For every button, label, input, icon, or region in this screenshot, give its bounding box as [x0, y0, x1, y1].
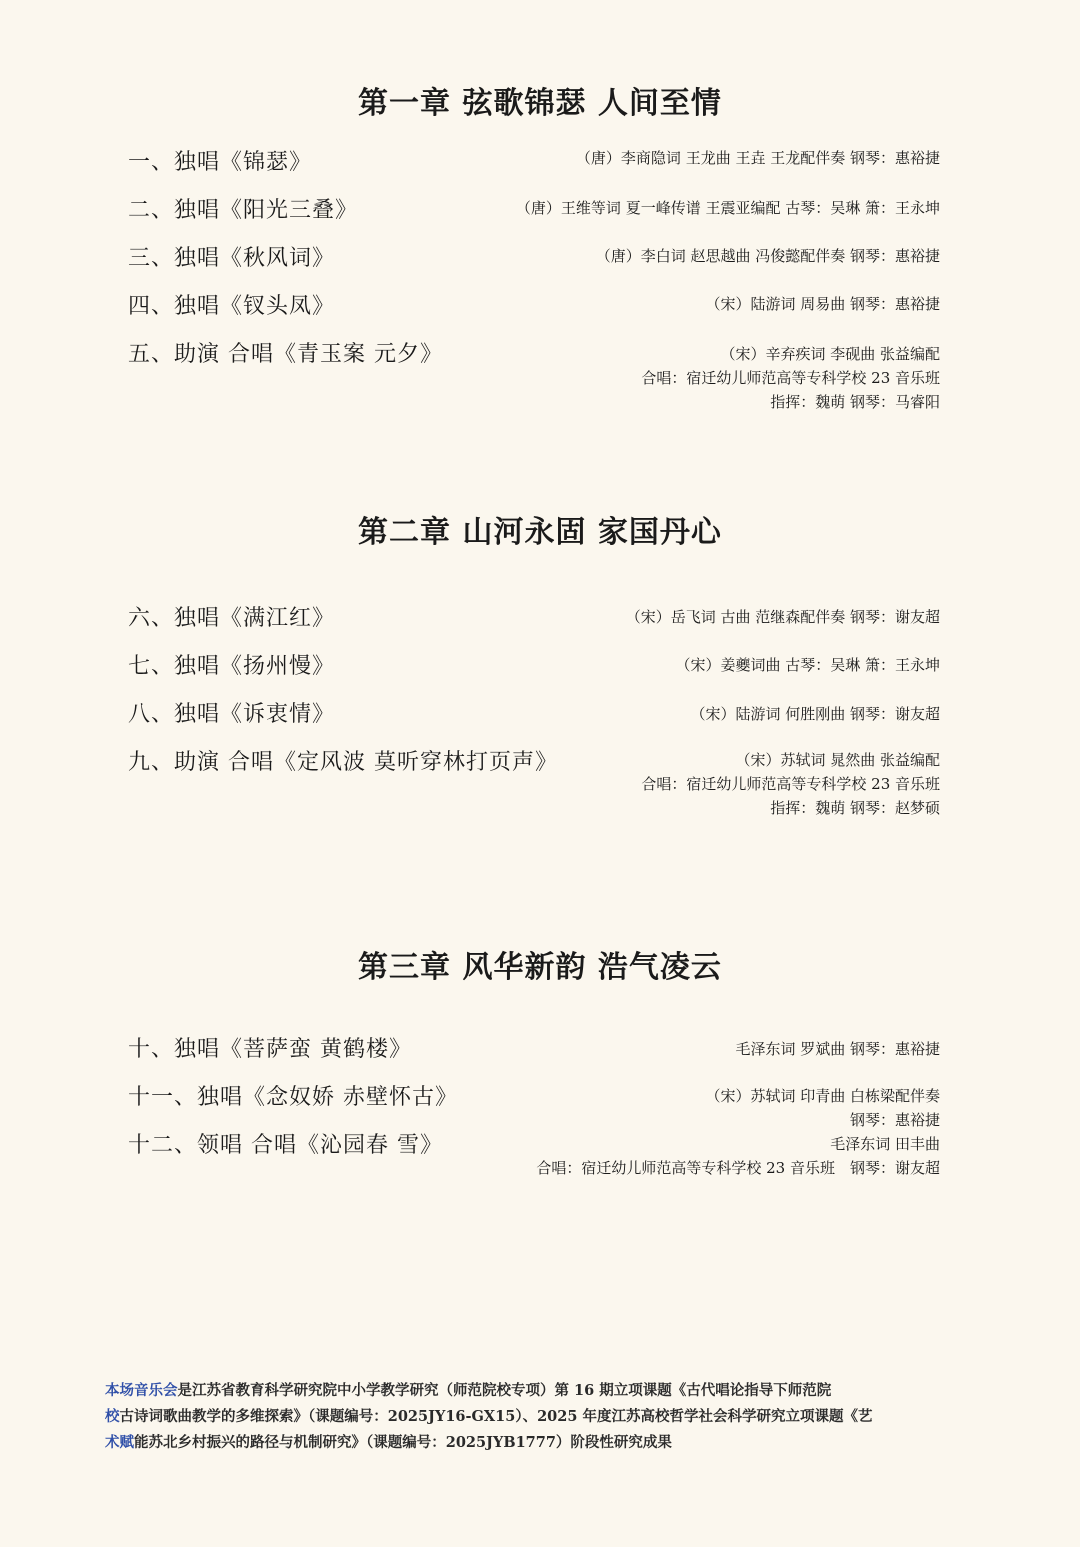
research-footnote	[105, 1378, 945, 1456]
program-item-10-title: 十、独唱《菩萨蛮 黄鹤楼》	[128, 1037, 412, 1062]
credit-line: 毛泽东词 田丰曲	[830, 1135, 940, 1153]
program-item-9-credit	[641, 748, 940, 820]
program-item-11-credit	[705, 1084, 940, 1132]
credit-line: （唐）王维等词 夏一峰传谱 王震亚编配 古琴：吴琳 箫：王永坤	[515, 199, 940, 217]
credit-line: （唐）李白词 赵思越曲 冯俊懿配伴奏 钢琴：惠裕捷	[595, 247, 940, 265]
program-item-8-title: 八、独唱《诉衷情》	[128, 702, 336, 727]
chapter-3-title: 第三章 风华新韵 浩气凌云	[358, 950, 722, 985]
credit-line: （宋）辛弃疾词 李砚曲 张益编配	[720, 345, 940, 363]
chapter-2-title: 第二章 山河永固 家国丹心	[358, 515, 722, 550]
credit-line: 合唱：宿迁幼儿师范高等专科学校 23 音乐班	[641, 369, 940, 387]
program-item-4-title: 四、独唱《钗头凤》	[128, 294, 336, 319]
credit-line: （宋）陆游词 周易曲 钢琴：惠裕捷	[705, 295, 940, 313]
credit-line: 指挥：魏萌 钢琴：马睿阳	[770, 393, 940, 411]
program-item-2-title: 二、独唱《阳光三叠》	[128, 198, 359, 223]
credit-line: （宋）苏轼词 印青曲 白栋梁配伴奏	[705, 1087, 940, 1105]
footnote-line-2	[105, 1404, 945, 1430]
program-item-9-title: 九、助演 合唱《定风波 莫听穿林打页声》	[128, 750, 558, 775]
footnote-text: 是江苏省教育科学研究院中小学教学研究（师范院校专项）第 16 期立项课题《古代唱论指导下师范院	[177, 1382, 832, 1399]
program-item-6-credit	[626, 605, 940, 629]
program-item-3-title: 三、独唱《秋风词》	[128, 246, 336, 271]
credit-line: （唐）李商隐词 王龙曲 王垚 王龙配伴奏 钢琴：惠裕捷	[575, 149, 940, 167]
program-item-4-credit	[705, 292, 940, 316]
credit-line: 指挥：魏萌 钢琴：赵梦硕	[770, 799, 940, 817]
footnote-lead: 校	[105, 1408, 120, 1425]
program-item-3-credit	[596, 244, 940, 268]
credit-line: （宋）姜夔词曲 古琴：吴琳 箫：王永坤	[675, 656, 940, 674]
footnote-text: 古诗词歌曲教学的多维探索》（课题编号：2025JY16-GX15）、2025 年度江苏高校哲学社会科学研究立项课题《艺	[119, 1408, 873, 1425]
program-item-7-title: 七、独唱《扬州慢》	[128, 654, 336, 679]
program-item-1-credit	[576, 146, 940, 170]
program-item-11-title: 十一、独唱《念奴娇 赤壁怀古》	[128, 1085, 458, 1110]
program-item-5-title: 五、助演 合唱《青玉案 元夕》	[128, 342, 443, 367]
footnote-lead: 术赋	[105, 1434, 134, 1451]
footnote-line-3	[105, 1430, 945, 1456]
program-item-8-credit	[690, 702, 940, 726]
program-item-10-credit	[735, 1037, 940, 1061]
credit-line: 钢琴：惠裕捷	[849, 1111, 940, 1129]
credit-line: 合唱：宿迁幼儿师范高等专科学校 23 音乐班	[641, 775, 940, 793]
program-item-2-credit	[516, 196, 940, 220]
chapter-1-title: 第一章 弦歌锦瑟 人间至情	[358, 86, 722, 121]
program-item-12-title: 十二、领唱 合唱《沁园春 雪》	[128, 1133, 443, 1158]
footnote-text: 能苏北乡村振兴的路径与机制研究》（课题编号：2025JYB1777）阶段性研究成果	[134, 1434, 672, 1451]
credit-line: 合唱：宿迁幼儿师范高等专科学校 23 音乐班 钢琴：谢友超	[536, 1159, 940, 1177]
program-item-5-credit	[641, 342, 940, 414]
program-item-6-title: 六、独唱《满江红》	[128, 606, 336, 631]
credit-line: （宋）岳飞词 古曲 范继森配伴奏 钢琴：谢友超	[625, 608, 940, 626]
program-item-1-title: 一、独唱《锦瑟》	[128, 150, 313, 175]
footnote-lead: 本场音乐会	[105, 1382, 178, 1399]
program-item-12-credit	[536, 1132, 940, 1180]
program-item-7-credit	[675, 653, 940, 677]
credit-line: 毛泽东词 罗斌曲 钢琴：惠裕捷	[735, 1040, 940, 1058]
credit-line: （宋）陆游词 何胜刚曲 钢琴：谢友超	[690, 705, 940, 723]
footnote-line-1	[105, 1378, 945, 1404]
credit-line: （宋）苏轼词 晁然曲 张益编配	[735, 751, 940, 769]
